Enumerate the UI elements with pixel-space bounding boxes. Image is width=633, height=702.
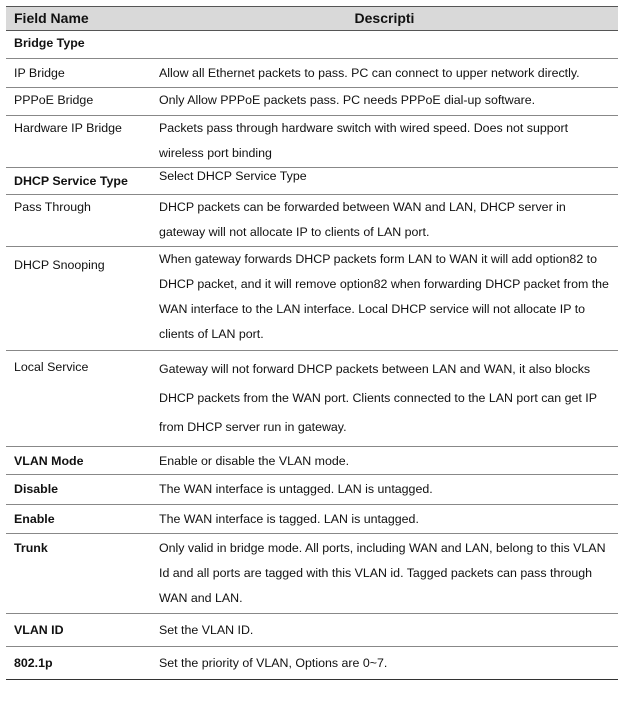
table-row bbox=[6, 614, 618, 647]
table-row bbox=[6, 59, 618, 88]
table-row bbox=[6, 247, 618, 351]
header-description: Descripti bbox=[151, 7, 618, 31]
field-name-cell: Local Service bbox=[14, 360, 89, 374]
table-row bbox=[6, 31, 618, 59]
field-name-cell: IP Bridge bbox=[14, 66, 65, 80]
table-row bbox=[6, 647, 618, 680]
table-row bbox=[6, 168, 618, 195]
description-cell: Select DHCP Service Type bbox=[159, 169, 307, 183]
description-cell: Set the priority of VLAN, Options are 0~7. bbox=[159, 656, 388, 670]
description-cell: The WAN interface is tagged. LAN is untagged. bbox=[159, 512, 419, 526]
field-description-table bbox=[6, 6, 618, 680]
description-cell: Enable or disable the VLAN mode. bbox=[159, 454, 350, 468]
field-name-cell: VLAN ID bbox=[14, 623, 64, 637]
description-cell bbox=[151, 31, 618, 59]
description-cell: Gateway will not forward DHCP packets between LAN and WAN, it also blocks DHCP packets from the WAN port. Clients connected to the LAN port can get IP from DHCP server run in gateway. bbox=[159, 362, 597, 434]
header-field-name: Field Name bbox=[6, 7, 151, 31]
description-cell: Set the VLAN ID. bbox=[159, 623, 254, 637]
table-row bbox=[6, 195, 618, 247]
field-name-cell: VLAN Mode bbox=[14, 454, 84, 468]
field-name-cell: Enable bbox=[14, 512, 55, 526]
description-cell: Packets pass through hardware switch with wired speed. Does not support wireless port binding bbox=[159, 121, 569, 160]
description-cell: DHCP packets can be forwarded between WAN and LAN, DHCP server in gateway will not allocate IP to clients of LAN port. bbox=[159, 200, 566, 239]
field-name-cell: DHCP Service Type bbox=[14, 174, 128, 188]
field-name-cell: Trunk bbox=[14, 541, 48, 555]
table-row bbox=[6, 534, 618, 614]
field-name-cell: PPPoE Bridge bbox=[14, 93, 94, 107]
field-name-cell: Hardware IP Bridge bbox=[14, 121, 122, 135]
table-row bbox=[6, 88, 618, 116]
field-name-cell: Disable bbox=[14, 482, 59, 496]
table-row bbox=[6, 447, 618, 475]
field-name-cell: Bridge Type bbox=[14, 36, 85, 50]
description-cell: When gateway forwards DHCP packets form LAN to WAN it will add option82 to DHCP packet, and it will remove option82 when forwarding DHCP packet from the WAN interface to the LAN interface. Local DHCP service will not allocate IP to clients of LAN port. bbox=[159, 252, 609, 341]
table-row bbox=[6, 475, 618, 505]
table-row bbox=[6, 351, 618, 447]
description-cell: Only Allow PPPoE packets pass. PC needs PPPoE dial-up software. bbox=[159, 93, 536, 107]
description-cell: Only valid in bridge mode. All ports, including WAN and LAN, belong to this VLAN Id and all ports are tagged with this VLAN id. Tagged packets can pass through WAN and LAN. bbox=[159, 541, 606, 605]
table-header-row bbox=[6, 7, 618, 31]
description-cell: Allow all Ethernet packets to pass. PC can connect to upper network directly. bbox=[159, 66, 580, 80]
table-row bbox=[6, 505, 618, 534]
field-name-cell: 802.1p bbox=[14, 656, 53, 670]
field-name-cell: DHCP Snooping bbox=[14, 258, 105, 272]
field-name-cell: Pass Through bbox=[14, 200, 91, 214]
table-row bbox=[6, 116, 618, 168]
description-cell: The WAN interface is untagged. LAN is untagged. bbox=[159, 482, 433, 496]
